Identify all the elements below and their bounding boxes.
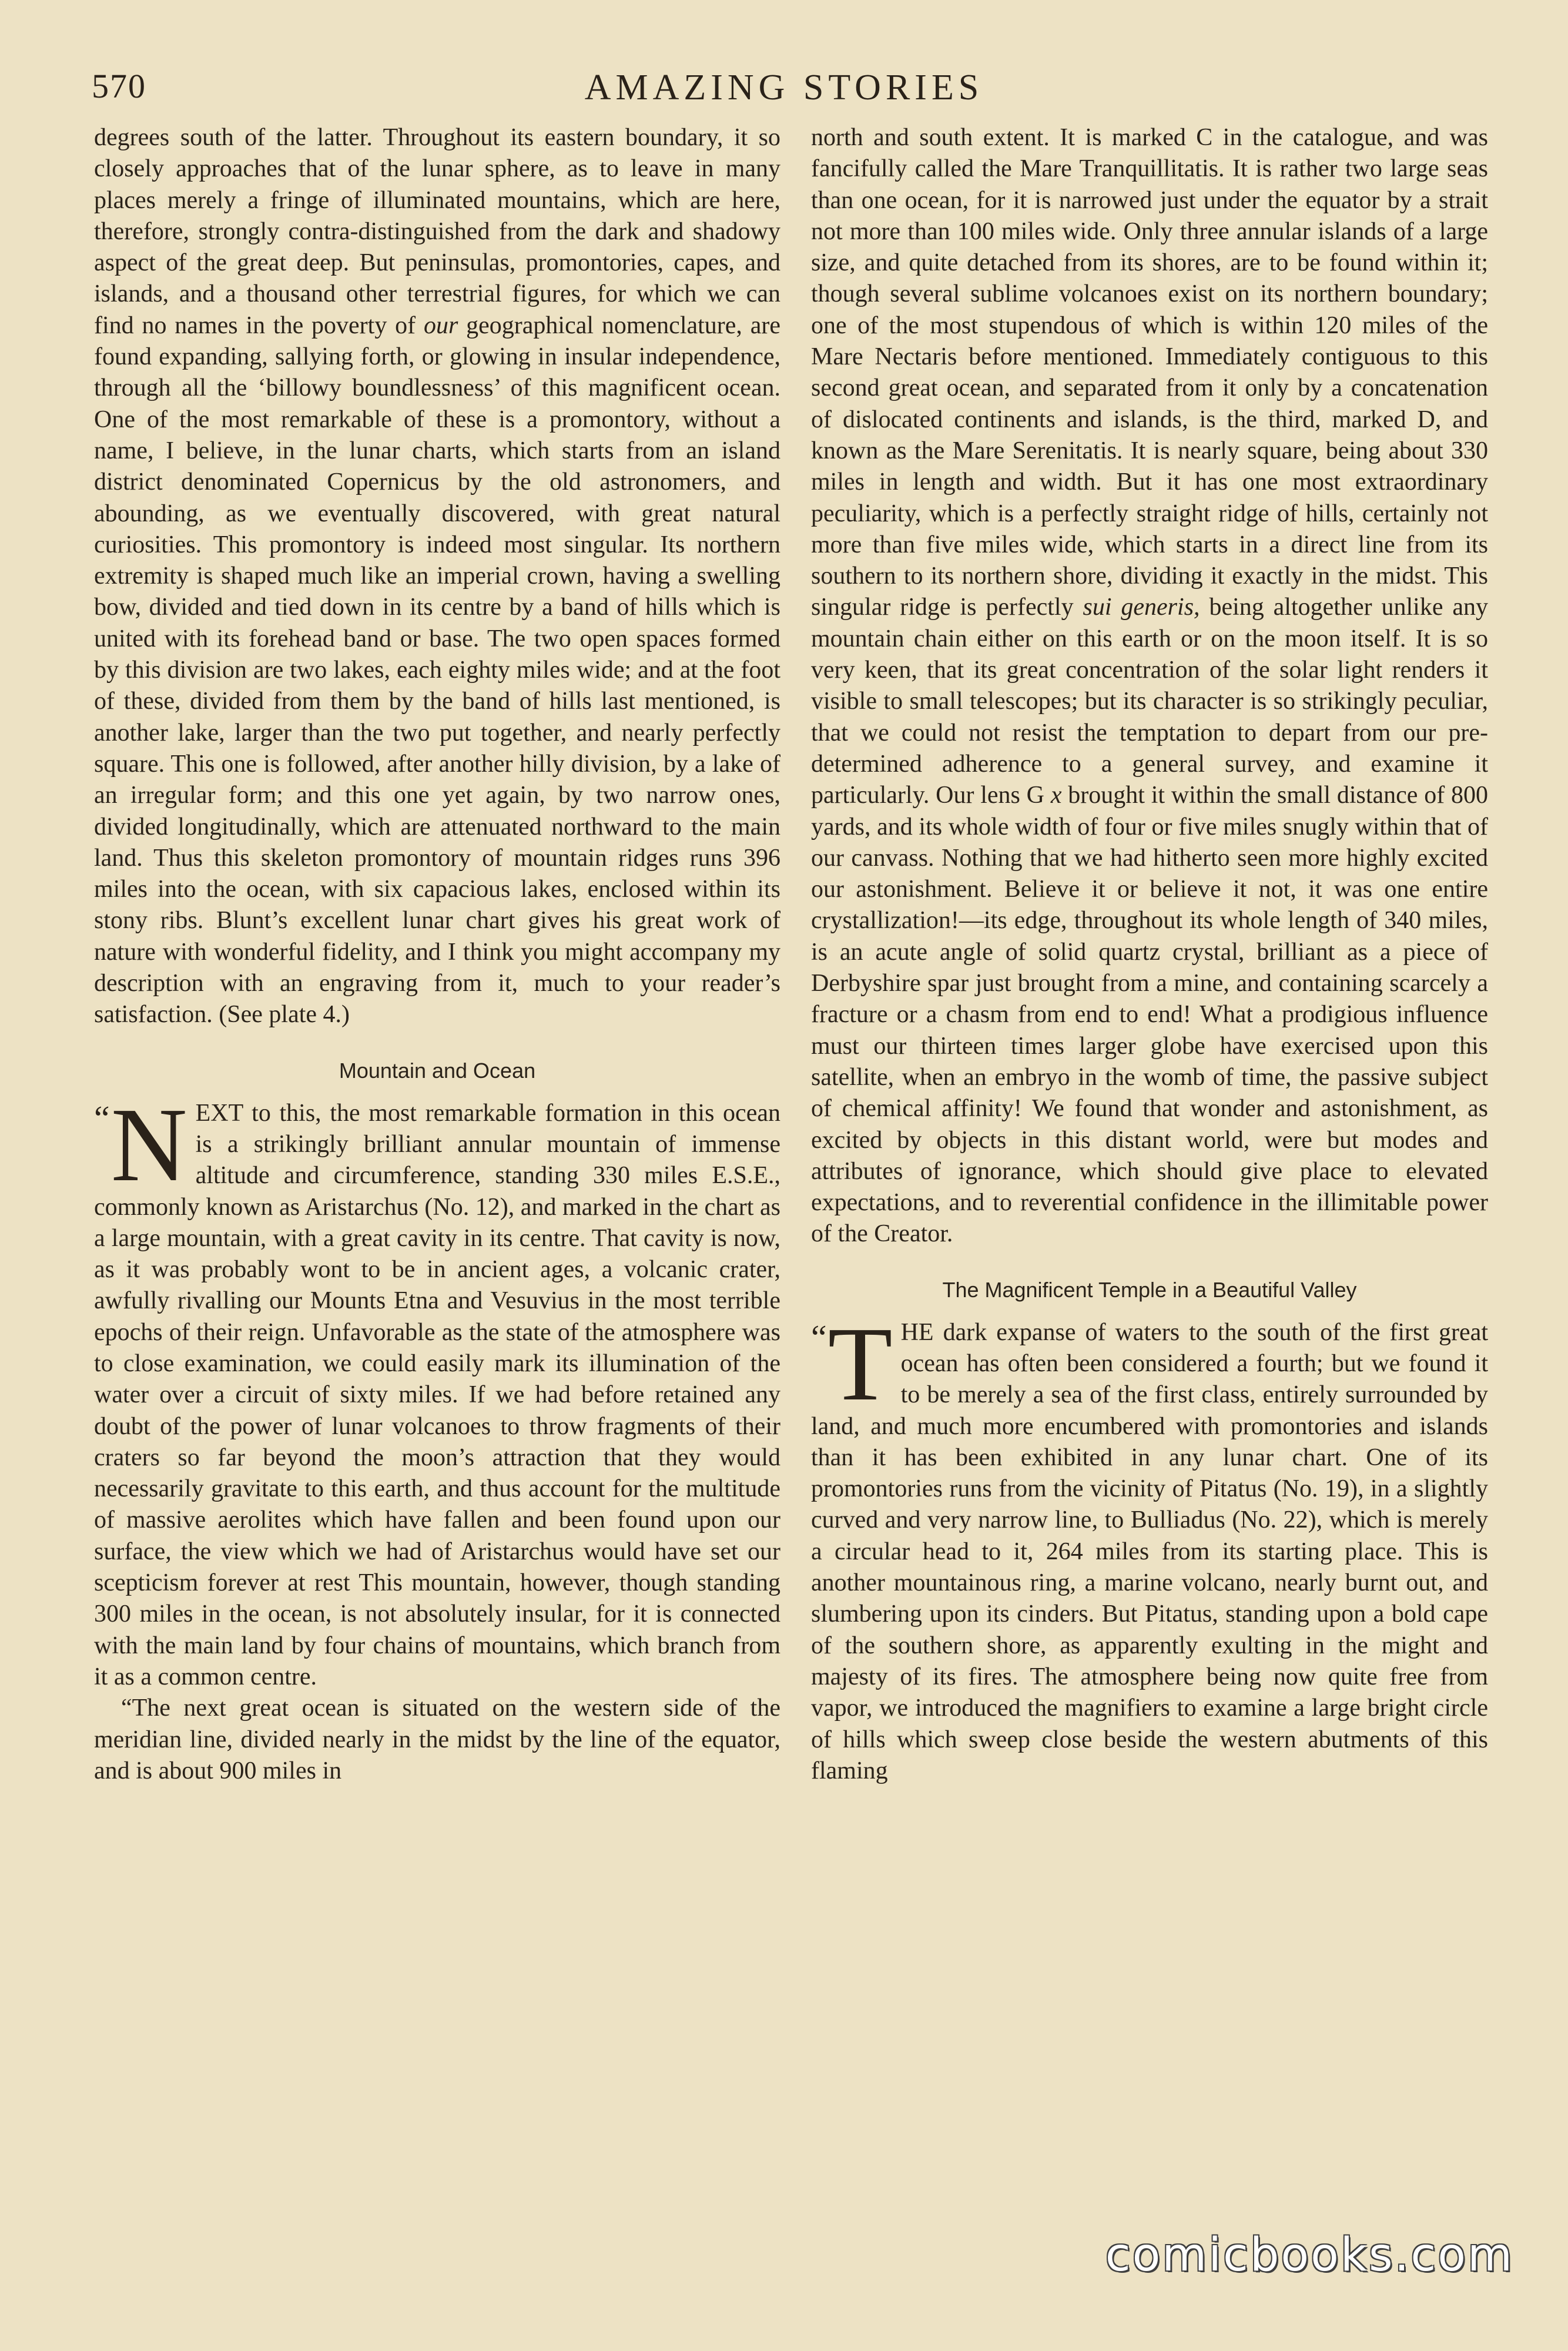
opening-quote: “ (811, 1318, 827, 1357)
right-paragraph-1: north and south extent. It is marked C in the catalogue, and was fancifully called the Mare Tranquillitatis. It is rather two large seas than one ocean, for it is narrowed just under the equator by a strait not more than 100 miles wide. Only three annular islands of a large size, and quite detached from its shores, are to be found within it; though several sublime volcanoes exist on its northern boundary; one of the most stupendous of which is within 120 miles of the Mare Nectaris before mentioned. Immediately contiguous to this second great ocean, and separated from it only by a concatenation of dislocated continents and islands, is the third, marked D, and known as the Mare Serenitatis. It is nearly square, being about 330 miles in length and width. But it has one most extraordinary peculiarity, which is a perfectly straight ridge of hills, certainly not more than five miles wide, which starts in a direct line from its southern to its northern shore, dividing it exactly in the midst. This singular ridge is perfectly sui generis, being altogether unlike any mountain chain either on this earth or on the moon itself. It is so very keen, that its great concentration of the solar light renders it visible to small telescopes; but its character is so strikingly peculiar, that we could not resist the temptation to depart from our pre-determined adherence to a general survey, and examine it particularly. Our lens G x brought it within the small distance of 800 yards, and its whole width of four or five miles snugly within that of our canvass. Nothing that we had hitherto seen more highly excited our astonishment. Believe it or believe it not, it was one entire crystallization!—its edge, throughout its whole length of 340 miles, is an acute angle of solid quartz crystal, brilliant as a piece of Derbyshire spar just brought from a mine, and containing scarcely a fracture or a chasm from end to end! What a prodigious influence must our thirteen times larger globe have exercised upon this satellite, when an embryo in the womb of time, the passive subject of chemical affinity! We found that wonder and astonishment, as excited by objects in this distant world, were but modes and attributes of ignorance, which should give place to elevated expectations, and to reverential confidence in the illimitable power of the Creator. (811, 124, 1489, 1248)
drop-cap: N (110, 1086, 187, 1203)
right-column (811, 122, 1488, 1787)
left-paragraph-1: degrees south of the latter. Throughout its eastern boundary, it so closely approaches that of the lunar sphere, as to leave in many places merely a fringe of illuminated mountains, which are here, therefore, strongly contra-distinguished from the dark and shadowy aspect of the great deep. But peninsulas, promontories, capes, and islands, and a thousand other terrestrial figures, for which we can find no names in the poverty of our geographical nomenclature, are found expanding, sallying forth, or glowing in insular independence, through all the ‘billowy boundlessness’ of this magnificent ocean. One of the most remarkable of these is a promontory, without a name, I believe, in the lunar charts, which starts from an island district denominated Copernicus by the old astronomers, and abounding, as we eventually discovered, with great natural curiosities. This promontory is indeed most singular. Its northern extremity is shaped much like an imperial crown, having a swelling bow, divided and tied down in its centre by a band of hills which is united with its forehead band or base. The two open spaces formed by this division are two lakes, each eighty miles wide; and at the foot of these, divided from them by the band of hills last mentioned, is another lake, larger than the two put together, and nearly perfectly square. This one is followed, after another hilly division, by a lake of an irregular form; and this one yet again, by two narrow ones, divided longitudinally, which are attenuated northward to the main land. Thus this skeleton promontory of mountain ridges runs 396 miles into the ocean, with six capacious lakes, enclosed within its stony ribs. Blunt’s excellent lunar chart gives his great work of nature with wonderful fidelity, and I think you might accompany my description with an engraving from it, much to your reader’s satisfaction. (See plate 4.) (94, 124, 781, 1029)
opening-quote: “ (94, 1099, 110, 1138)
site-watermark: comicbooks.com (1105, 2229, 1514, 2282)
left-paragraph-3: “The next great ocean is situated on the western side of the meridian line, divided nearly in the midst by the line of the equator, and is about 900 miles in (94, 1694, 780, 1784)
left-column (94, 122, 780, 1787)
section-heading-mountain-ocean: Mountain and Ocean (339, 1058, 536, 1083)
page-number: 570 (92, 67, 146, 105)
section-heading-temple-valley: The Magnificent Temple in a Beautiful Valley (942, 1277, 1357, 1302)
running-title: AMAZING STORIES (584, 68, 984, 108)
left-paragraph-2: “ N EXT to this, the most remarkable formation in this ocean is a strikingly brilliant annular mountain of immense altitude and circumference, standing 330 miles E.S.E., commonly known as Aristarchus (No. 12), and marked in the chart as a large mountain, with a great cavity in its centre. That cavity is now, as it was probably wont to be in ancient ages, a volcanic crater, awfully rivalling our Mounts Etna and Vesuvius in the most terrible epochs of their reign. Unfavorable as the state of the atmosphere was to close examination, we could easily mark its illumination of the water over a circuit of sixty miles. If we had before retained any doubt of the power of lunar volcanoes to throw fragments of their craters so far beyond the moon’s attraction that they would necessarily gravitate to this earth, and thus account for the multitude of massive aerolites which have fallen and been found upon our surface, the view which we had of Aristarchus would have set our scepticism forever at rest This mountain, however, though standing 300 miles in the ocean, is not absolutely insular, for it is connected with the main land by four chains of mountains, which branch from it as a common centre. (94, 1086, 780, 1690)
drop-cap: T (827, 1305, 893, 1422)
right-paragraph-2: “ T HE dark expanse of waters to the south of the first great ocean has often been considered a fourth; but we found it to be merely a sea of the first class, entirely surrounded by land, and much more encumbered with promontories and islands than it has been exhibited in any lunar chart. One of its promontories runs from the vicinity of Pitatus (No. 19), in a slightly curved and very narrow line, to Bulliadus (No. 22), which is merely a circular head to it, 264 miles from its starting place. This is another mountainous ring, a marine volcano, nearly burnt out, and slumbering upon its cinders. But Pitatus, standing upon a bold cape of the southern shore, as apparently exulting in the might and majesty of its fires. The atmosphere being now quite free from vapor, we introduced the magnifiers to examine a large bright circle of hills which sweep close beside the western abutments of this flaming (811, 1305, 1488, 1784)
